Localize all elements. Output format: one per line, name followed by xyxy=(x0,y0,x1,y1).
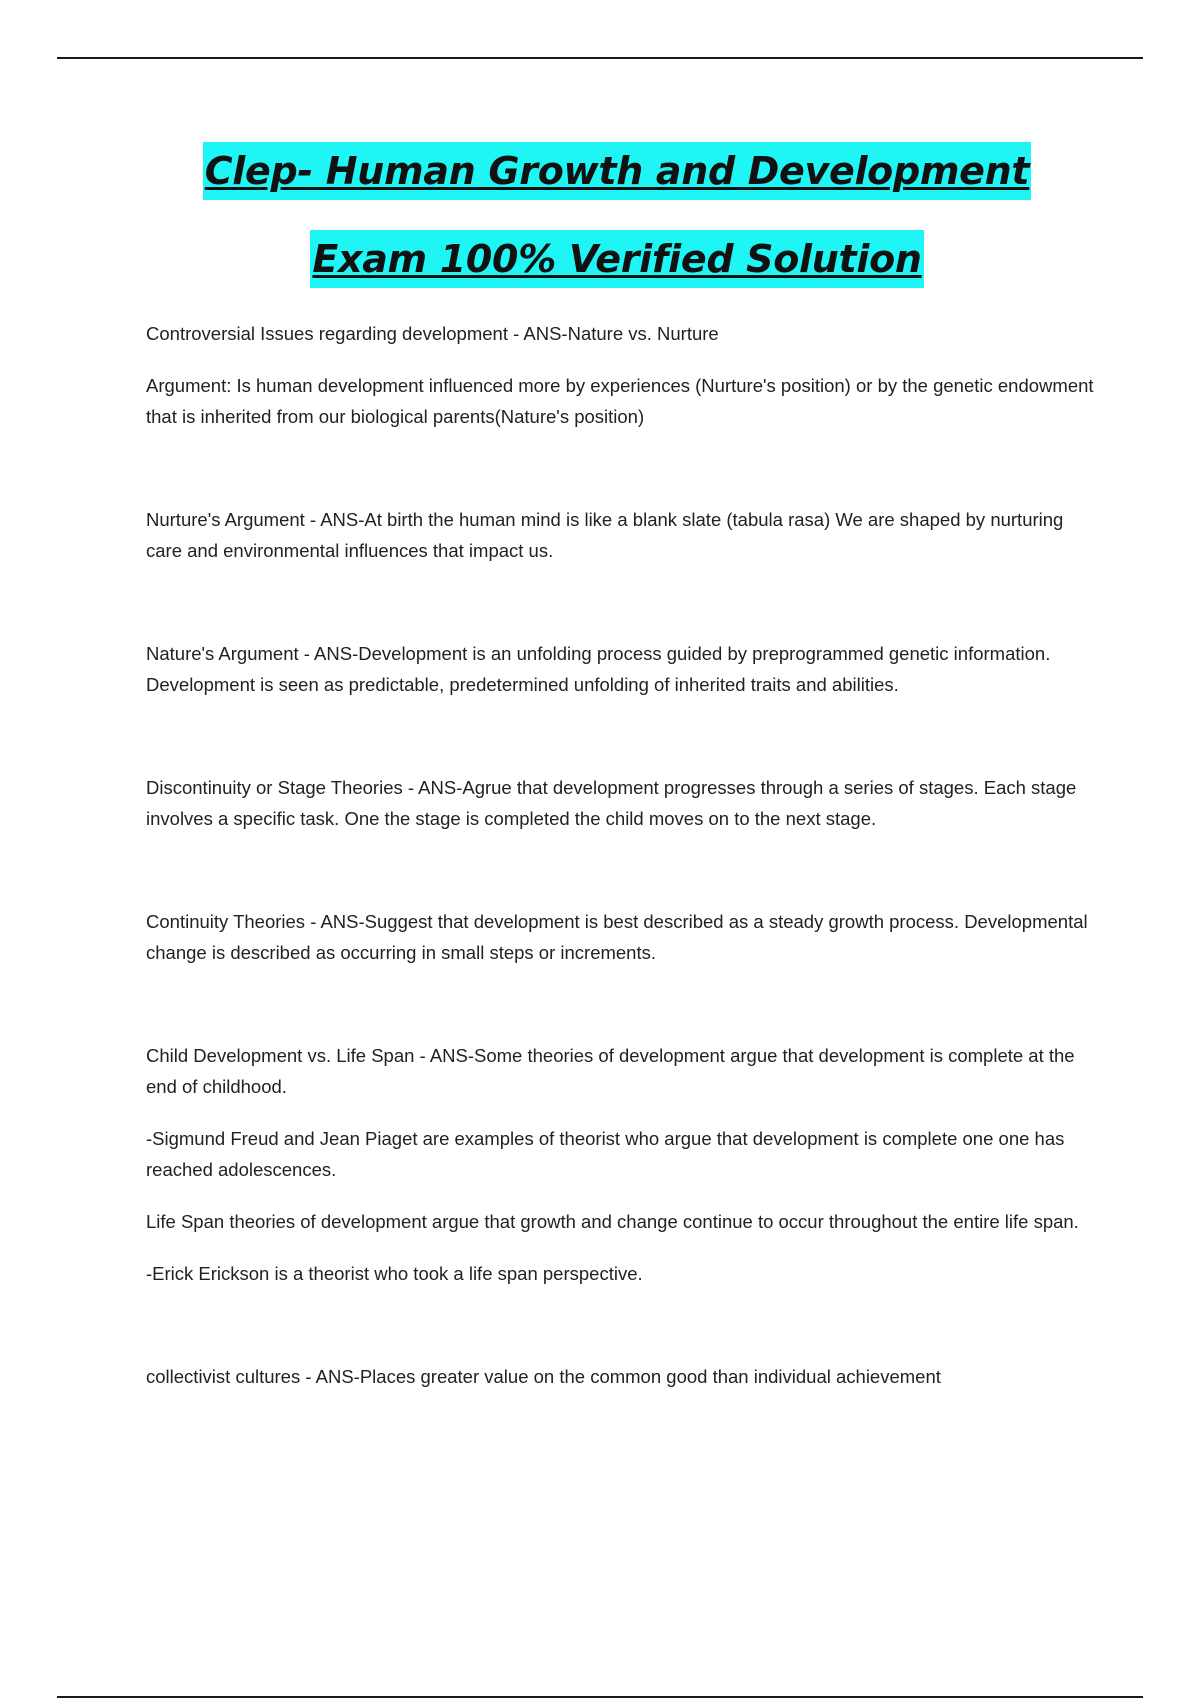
paragraph-freud-piaget: -Sigmund Freud and Jean Piaget are examples of theorist who argue that development is complete one one has reached adolescences. xyxy=(146,1128,1065,1180)
paragraph-nature-argument: Nature's Argument - ANS-Development is an unfolding process guided by preprogrammed genetic information. Development is seen as predictable, predetermined unfolding of inherited traits and abilities. xyxy=(146,643,1051,695)
title-line-2: Exam 100% Verified Solution xyxy=(310,230,923,288)
top-rule xyxy=(57,57,1143,59)
paragraph-stage-theories: Discontinuity or Stage Theories - ANS-Agrue that development progresses through a series of stages. Each stage involves a specific task. One the stage is completed the child moves on to the next stage. xyxy=(146,777,1077,829)
paragraph-controversial-issues: Controversial Issues regarding development - ANS-Nature vs. Nurture xyxy=(146,323,719,344)
paragraph-child-vs-life-span: Child Development vs. Life Span - ANS-Some theories of development argue that development is complete at the end of childhood. xyxy=(146,1045,1075,1097)
paragraph-life-span-theories: Life Span theories of development argue that growth and change continue to occur throughout the entire life span. xyxy=(146,1211,1079,1232)
paragraph-erickson: -Erick Erickson is a theorist who took a life span perspective. xyxy=(146,1263,643,1284)
title-line-1: Clep- Human Growth and Development xyxy=(203,142,1032,200)
title-line-1-wrapper xyxy=(0,142,1200,230)
bottom-rule xyxy=(57,1696,1143,1698)
title-line-2-wrapper xyxy=(0,230,1200,318)
paragraph-continuity-theories: Continuity Theories - ANS-Suggest that development is best described as a steady growth process. Developmental change is described as occurring in small steps or increments. xyxy=(146,911,1088,963)
paragraph-argument: Argument: Is human development influenced more by experiences (Nurture's position) or by the genetic endowment that is inherited from our biological parents(Nature's position) xyxy=(146,375,1094,427)
document-body xyxy=(146,318,1096,1392)
paragraph-collectivist-cultures: collectivist cultures - ANS-Places greater value on the common good than individual achievement xyxy=(146,1366,941,1387)
document-title xyxy=(0,142,1200,318)
paragraph-nurture-argument: Nurture's Argument - ANS-At birth the human mind is like a blank slate (tabula rasa) We are shaped by nurturing care and environmental influences that impact us. xyxy=(146,509,1064,561)
